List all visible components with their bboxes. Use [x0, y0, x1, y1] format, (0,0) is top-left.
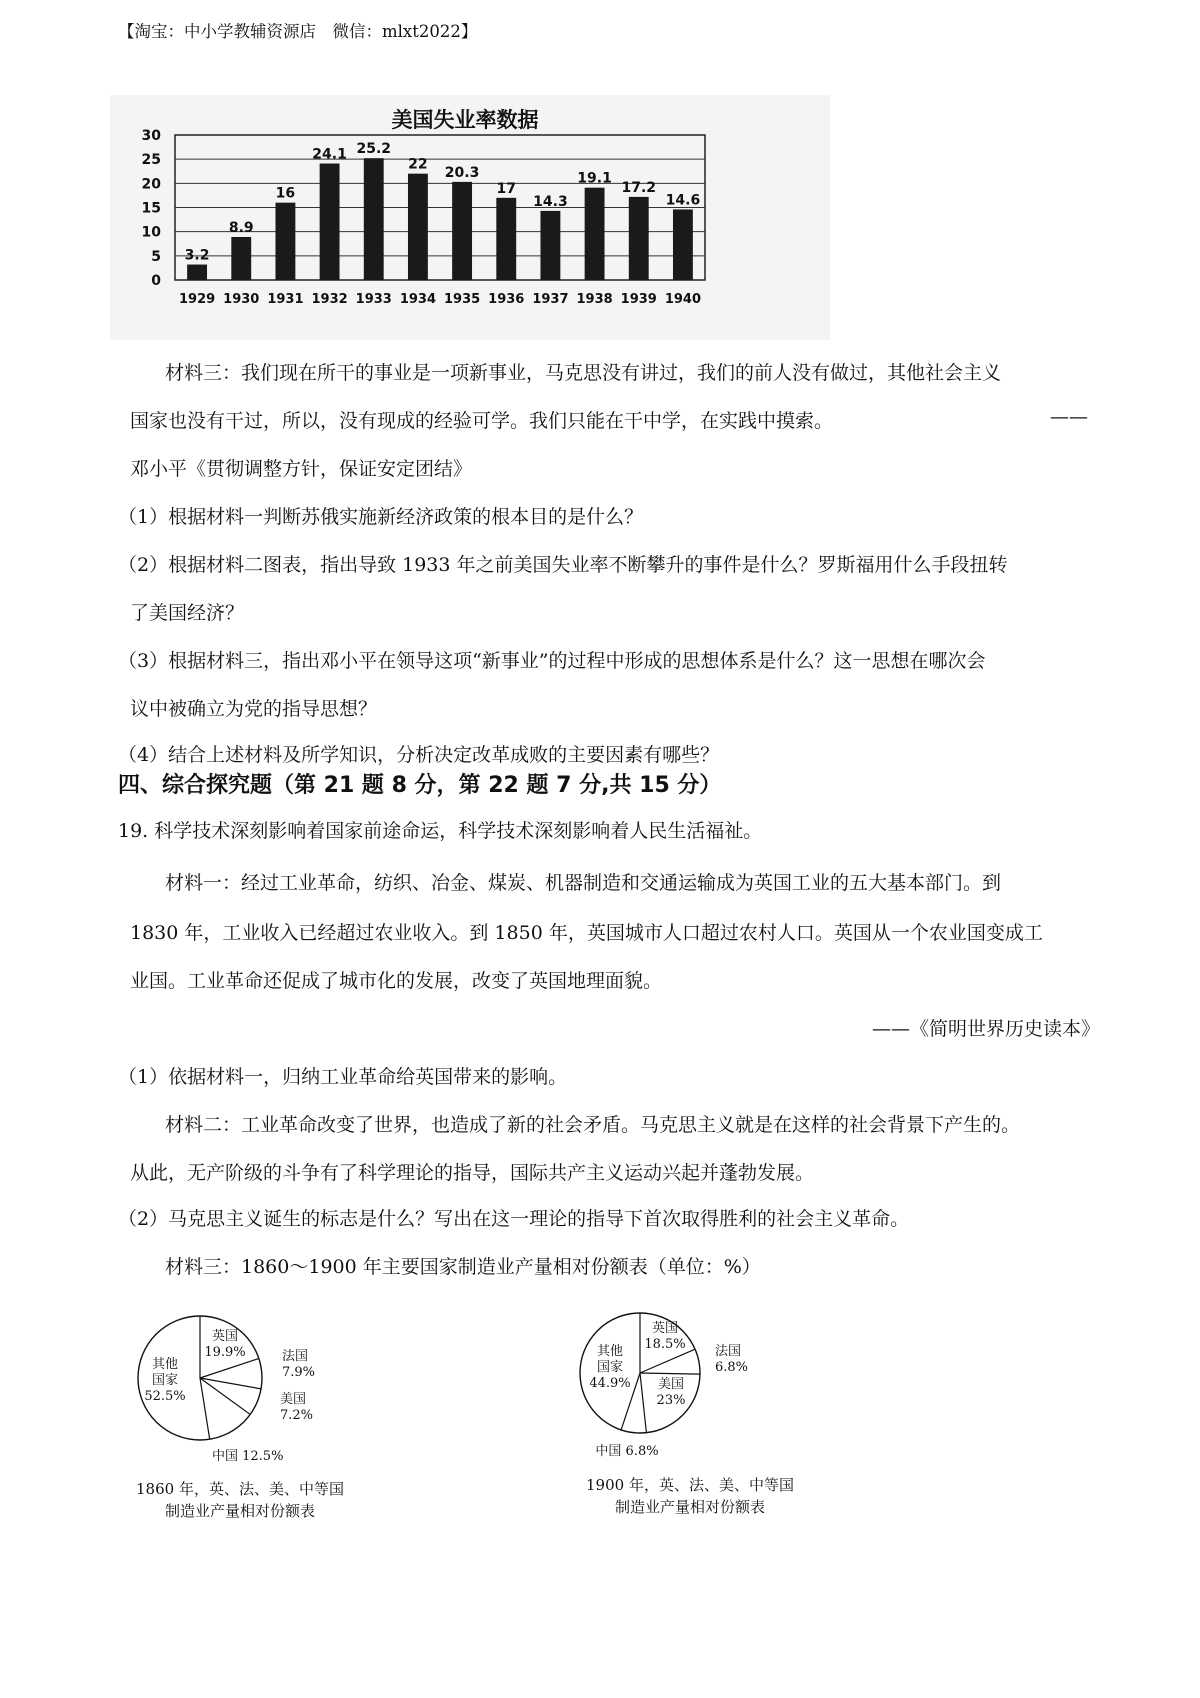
pie-slice-value: 52.5% — [144, 1389, 186, 1404]
x-tick-label: 1937 — [532, 292, 569, 307]
pie-chart-1860 — [120, 1300, 420, 1520]
pie-slice-value: 7.9% — [282, 1365, 316, 1380]
bar-value-label: 17.2 — [621, 179, 657, 196]
y-tick-label: 20 — [141, 176, 161, 193]
x-tick-label: 1936 — [488, 292, 525, 307]
pie-chart-1900 — [565, 1300, 865, 1520]
question-19: 19. 科学技术深刻影响着国家前途命运，科学技术深刻影响着人民生活福祉。 — [118, 820, 763, 842]
bar — [231, 237, 251, 280]
pie-slice-name: 其他 — [596, 1344, 624, 1359]
material3-line2: 国家也没有干过，所以，没有现成的经验可学。我们只能在干中学，在实践中摸索。 — [130, 410, 834, 432]
question-2-line1: （2）根据材料二图表，指出导致 1933 年之前美国失业率不断攀升的事件是什么？罗斯福用什么手段扭转 — [118, 554, 1008, 576]
bar-value-label: 14.3 — [533, 193, 568, 210]
pie-slice-name: 英国 — [651, 1321, 679, 1336]
bar — [187, 265, 207, 280]
pie-1860-caption-line2: 制造业产量相对份额表 — [164, 1502, 316, 1520]
question-4: （4）结合上述材料及所学知识，分析决定改革成败的主要因素有哪些？ — [118, 744, 720, 766]
bar — [496, 198, 516, 280]
material1-line3: 业国。工业革命还促成了城市化的发展，改变了英国地理面貌。 — [130, 970, 663, 992]
material3-source: 邓小平《贯彻调整方针，保证安定团结》 — [130, 458, 473, 480]
x-tick-label: 1932 — [311, 292, 348, 307]
pie-1860-caption-line1: 1860 年，英、法、美、中等国 — [136, 1480, 344, 1498]
bar-value-label: 16 — [275, 185, 296, 202]
bar — [364, 158, 384, 280]
bar — [673, 209, 693, 280]
y-tick-label: 10 — [141, 224, 161, 241]
pie-1900-caption-line2: 制造业产量相对份额表 — [614, 1498, 766, 1516]
pie-slice-label: 中国 12.5% — [212, 1449, 284, 1464]
subquestion-1: （1）依据材料一，归纳工业革命给英国带来的影响。 — [118, 1066, 568, 1088]
pie-slice-name: 其他 — [151, 1357, 179, 1372]
pie-slice-value: 19.9% — [204, 1345, 246, 1360]
question-3-line1: （3）根据材料三，指出邓小平在领导这项“新事业”的过程中形成的思想体系是什么？这一思想在哪次会 — [118, 650, 986, 672]
material1-line2: 1830 年，工业收入已经超过农业收入。到 1850 年，英国城市人口超过农村人口。英国从一个农业国变成工 — [130, 922, 1043, 944]
page-header: 【淘宝：中小学教辅资源店 微信：mlxt2022】 — [118, 22, 478, 41]
bar — [585, 188, 605, 280]
bar-value-label: 8.9 — [228, 219, 254, 236]
material3-table-title: 材料三：1860～1900 年主要国家制造业产量相对份额表（单位：%） — [165, 1256, 761, 1278]
x-tick-label: 1935 — [443, 292, 481, 307]
x-tick-label: 1939 — [620, 292, 657, 307]
bar — [408, 174, 428, 280]
subquestion-2: （2）马克思主义诞生的标志是什么？写出在这一理论的指导下首次取得胜利的社会主义革命。 — [118, 1208, 910, 1230]
bar-value-label: 19.1 — [577, 170, 612, 187]
chart-title: 美国失业率数据 — [391, 108, 539, 132]
bar-value-label: 3.2 — [184, 247, 210, 264]
pie-slice-name: 国家 — [596, 1360, 624, 1375]
material1-source: ——《简明世界历史读本》 — [871, 1018, 1100, 1040]
pie-slice-name: 美国 — [657, 1377, 685, 1392]
question-3-line2: 议中被确立为党的指导思想？ — [130, 698, 378, 720]
pie-slice-value: 23% — [656, 1393, 686, 1408]
unemployment-bar-chart — [110, 95, 830, 340]
material3-dash: —— — [1050, 406, 1088, 428]
y-tick-label: 0 — [151, 273, 161, 289]
bar — [275, 203, 295, 280]
material1-line1: 材料一：经过工业革命，纺织、冶金、煤炭、机器制造和交通运输成为英国工业的五大基本部门。到 — [165, 872, 1002, 894]
bar-value-label: 20.3 — [444, 164, 480, 181]
x-tick-label: 1938 — [576, 292, 613, 307]
pie-slice-name: 美国 — [280, 1392, 307, 1407]
material2-line2: 从此，无产阶级的斗争有了科学理论的指导，国际共产主义运动兴起并蓬勃发展。 — [130, 1162, 815, 1184]
bar-value-label: 17 — [496, 180, 516, 197]
bar-value-label: 14.6 — [665, 192, 701, 209]
y-tick-label: 30 — [141, 128, 161, 144]
bar-value-label: 24.1 — [312, 146, 347, 163]
pie-slice-name: 法国 — [282, 1349, 309, 1364]
y-tick-label: 5 — [151, 248, 161, 265]
y-tick-label: 15 — [141, 200, 161, 217]
x-tick-label: 1934 — [399, 292, 437, 307]
bar — [629, 197, 649, 280]
x-tick-label: 1940 — [664, 292, 702, 307]
pie-slice-value: 6.8% — [715, 1360, 749, 1375]
section-title: 四、综合探究题（第 21 题 8 分，第 22 题 7 分,共 15 分） — [118, 773, 722, 798]
pie-slice-value: 7.2% — [280, 1408, 314, 1423]
bar — [452, 182, 472, 280]
y-tick-label: 25 — [141, 152, 161, 169]
question-1: （1）根据材料一判断苏俄实施新经济政策的根本目的是什么？ — [118, 506, 644, 528]
material2-line1: 材料二：工业革命改变了世界，也造成了新的社会矛盾。马克思主义就是在这样的社会背景下产生的。 — [165, 1114, 1021, 1136]
bar — [320, 164, 340, 280]
pie-slice-value: 44.9% — [589, 1376, 631, 1391]
bar — [540, 211, 560, 280]
x-tick-label: 1929 — [178, 292, 216, 307]
pie-slice-value: 18.5% — [644, 1337, 686, 1352]
x-tick-label: 1931 — [267, 292, 304, 307]
bar-value-label: 22 — [408, 156, 428, 173]
material3-line1: 材料三：我们现在所干的事业是一项新事业，马克思没有讲过，我们的前人没有做过，其他社会主义 — [165, 362, 1002, 384]
bar-value-label: 25.2 — [356, 141, 392, 158]
pie-slice-label: 中国 6.8% — [595, 1444, 659, 1459]
pie-slice-name: 国家 — [151, 1373, 179, 1388]
pie-slice-name: 法国 — [715, 1344, 742, 1359]
question-2-line2: 了美国经济？ — [130, 602, 245, 624]
pie-1900-caption-line1: 1900 年，英、法、美、中等国 — [586, 1476, 794, 1494]
pie-slice-name: 英国 — [211, 1329, 239, 1344]
x-tick-label: 1933 — [355, 292, 392, 307]
x-tick-label: 1930 — [223, 292, 260, 307]
